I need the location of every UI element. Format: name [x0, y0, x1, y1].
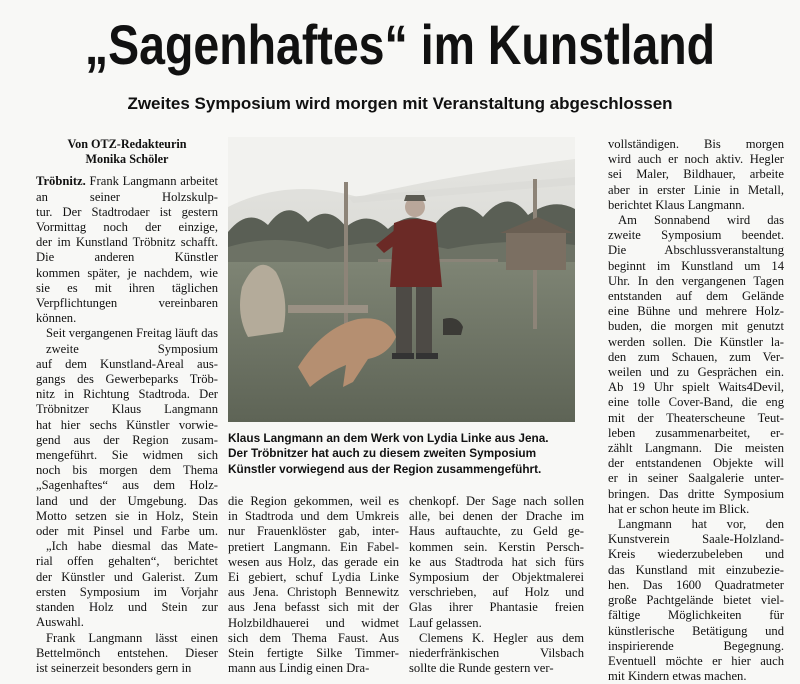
text-line: tur. Der Stadtrodaer ist gestern Vormittag noch der einzige, [36, 204, 218, 235]
caption-line-1: Klaus Langmann an dem Werk von Lydia Linke aus Jena. [228, 431, 549, 445]
article-column-1 [36, 137, 218, 676]
text-line: hen. Das 1600 Quadratmeter [608, 577, 784, 592]
text-line: „Ich habe diesmal das Mate- [46, 539, 218, 554]
text-line: sich dem Thema Faust. Aus [228, 630, 399, 645]
text-line: auf dem Kunstland-Areal aus- [36, 356, 218, 371]
text-line: verschrieben, auf Holz und [409, 585, 584, 600]
text-line: berichtet Klaus Langmann. [608, 197, 745, 212]
text-line: Ab 19 Uhr spielt Waits4Devil, [608, 380, 784, 395]
text-line: buden, die morgen mit genutzt [608, 319, 784, 334]
text-line: der im Kunstland Tröbnitz schafft. Die anderen Künstler [36, 235, 218, 265]
text-line: Am Sonnabend wird das [618, 213, 784, 228]
text-line: kommen später, je nachdem, wie sie es mit ihren täglichen [36, 265, 218, 295]
article-column-3 [409, 494, 584, 676]
byline-line-2: Monika Schöler [85, 152, 169, 167]
text-line: nur Frauenklöster gab, inter- [228, 524, 399, 539]
text-line: land und der Umgebung. Das [36, 493, 218, 508]
text-line: Holzbildhauerei und widmet [228, 615, 399, 630]
text-line: er in seiner Saalgalerie unter- [608, 471, 784, 486]
text-line: das Kunstland mit einzubezie- [608, 562, 784, 577]
text-line: pretiert Langmann. Ein Fabel- [228, 539, 399, 554]
headline: „Sagenhaftes“ im Kunstland [84, 13, 716, 76]
text-line: bringen. Das dritte Symposium [608, 486, 784, 501]
text-line: Tröbnitzer Klaus Langmann [36, 402, 218, 417]
text-line: hat hier sechs Künstler vorwie- [36, 417, 218, 432]
text-line: wesen aus Holz, das gerade ein [228, 554, 399, 569]
text-line: Frank Langmann lässt einen [46, 630, 218, 645]
text-line: sei Maler, Bildhauer, arbeite [608, 167, 784, 182]
text-line: Clemens K. Hegler aus dem [419, 630, 584, 645]
text-line: ke aus Stadtroda hat sich fürs [409, 554, 584, 569]
text-line: sollte die Runde gestern ver- [409, 661, 554, 676]
byline [36, 137, 218, 167]
text-line: mit Kindern etwas machen. [608, 669, 747, 684]
text-line: mann aus Lindig einen Dra- [228, 661, 370, 676]
text-line: gangs des Gewerbeparks Tröb- [36, 372, 218, 387]
text-line: mit der Theaterscheune Teut- [608, 410, 784, 425]
text-line: nitz in Richtung Stadtroda. Der [36, 387, 218, 402]
photo-image [228, 137, 575, 422]
text-line: noch bis morgen dem Thema [36, 463, 218, 478]
text-line: aus Jena befasst sich mit der [228, 600, 399, 615]
text-line: aus Jena. Christoph Bennewitz [228, 585, 399, 600]
text-line: niederfränkischen Vilsbach [409, 646, 584, 661]
text-line: Kunstverein Saale-Holzland- [608, 532, 784, 547]
article-column-4 [608, 137, 784, 684]
text-line: Stein fertigte Silke Timmer- [228, 646, 399, 661]
text-line: oder mit Pinsel und Farbe um. [36, 524, 218, 539]
text-line: inspirierende Begegnung. [608, 638, 784, 653]
byline-line-1: Von OTZ-Redakteurin [67, 137, 187, 151]
text-line: eine tolle Cover-Band, die eng [608, 395, 784, 410]
text-line: Langmann hat vor, den [618, 517, 784, 532]
text-line: chenkopf. Der Sage nach sollen [409, 494, 584, 508]
text-line: alle, bei denen der Drache im [409, 509, 584, 524]
text-line: die Region gekommen, weil es [228, 494, 399, 508]
text-line: „Sagenhaftes“ aus dem Holz- [36, 478, 218, 493]
text-line: standen Holz und Stein zur [36, 600, 218, 615]
text-line: fältige Möglichkeiten für [608, 608, 784, 623]
text-line: beginnt im Kunstland um 14 [608, 258, 784, 273]
text-line: rial offen gehalten“, berichtet [36, 554, 218, 569]
text-line: ist seinerzeit besonders gern in [36, 660, 192, 675]
dateline: Tröbnitz. [36, 174, 86, 189]
text-line: hat er schon heute im Blick. [608, 501, 750, 516]
text-line: Die Abschlussveranstaltung [608, 243, 784, 258]
text-line: aber in erster Linie in Metall, [608, 182, 784, 197]
text-line: leben zusammenarbeitet, er- [608, 425, 784, 440]
text-line: Eventuell möchte er hier auch [608, 653, 784, 668]
text-line: eine Bühne und mehrere Holz- [608, 304, 784, 319]
text-line: mengeführt. Sie widmen sich [36, 448, 218, 463]
text-line: Tröbnitz. Frank Langmann arbeitet an seiner Holzskulp- [36, 174, 218, 204]
text-line: der Künstler und Galerist. Zum [36, 569, 218, 584]
article-photo [228, 137, 575, 422]
text-line: künstlerische Betätigung und [608, 623, 784, 638]
text-line: ersten Symposium im Vorjahr [36, 584, 218, 599]
text-line: der entstandenen Objekte will [608, 456, 784, 471]
text-line: Haus auftauchte, zu Geld ge- [409, 524, 584, 539]
text-line: große Pachtgelände bietet viel- [608, 593, 784, 608]
text-line: zweite Symposium beendet. [608, 228, 784, 243]
caption-line-2: Der Tröbnitzer hat auch zu diesem zweiten Symposium [228, 446, 537, 461]
text-line: werden sollen. Die Künstler la- [608, 334, 784, 349]
text-line: kommen sein. Kerstin Persch- [409, 539, 584, 554]
text-line: den zum Schauen, zum Ver- [608, 349, 784, 364]
text-line: Bettelmönch entstehen. Dieser [36, 645, 218, 660]
text-line: Uhr. In den vergangenen Tagen [608, 273, 784, 288]
article-column-2 [228, 494, 399, 676]
text-line: Symposium der Objektmalerei [409, 570, 584, 585]
text-line: wird auch er noch aktiv. Hegler [608, 152, 784, 167]
column-3-text [409, 494, 584, 676]
text-line: weilen und zu Gesprächen ein. [608, 365, 784, 380]
subheadline: Zweites Symposium wird morgen mit Veranstaltung abgeschlossen [127, 94, 673, 113]
text-line: in Stadtroda und dem Umkreis [228, 509, 399, 524]
text-line: Motto setzen sie in Holz, Stein [36, 508, 218, 523]
text-line: Seit vergangenen Freitag läuft das zweite Symposium [46, 326, 218, 356]
column-4-text [608, 137, 784, 684]
text-line: Auswahl. [36, 615, 84, 630]
text-line: Ei gebiert, schuf Lydia Linke [228, 570, 399, 585]
text-line: Verpflichtungen vereinbaren können. [36, 296, 218, 326]
column-2-text [228, 494, 399, 676]
caption-line-3: Künstler vorwiegend aus der Region zusammengeführt. [228, 461, 542, 476]
text-line: Lauf gelassen. [409, 615, 482, 630]
text-line: zählt Langmann. Die meisten [608, 441, 784, 456]
text-line: Kreis wiederzubeleben und [608, 547, 784, 562]
text-line: gend aus der Region zusam- [36, 432, 218, 447]
photo-caption [228, 431, 580, 477]
text-line: entstanden auf dem Gelände [608, 289, 784, 304]
column-1-text [36, 174, 218, 676]
text-line: vollständigen. Bis morgen [608, 137, 784, 151]
text-line: Glas ihrer Phantasie freien [409, 600, 584, 615]
